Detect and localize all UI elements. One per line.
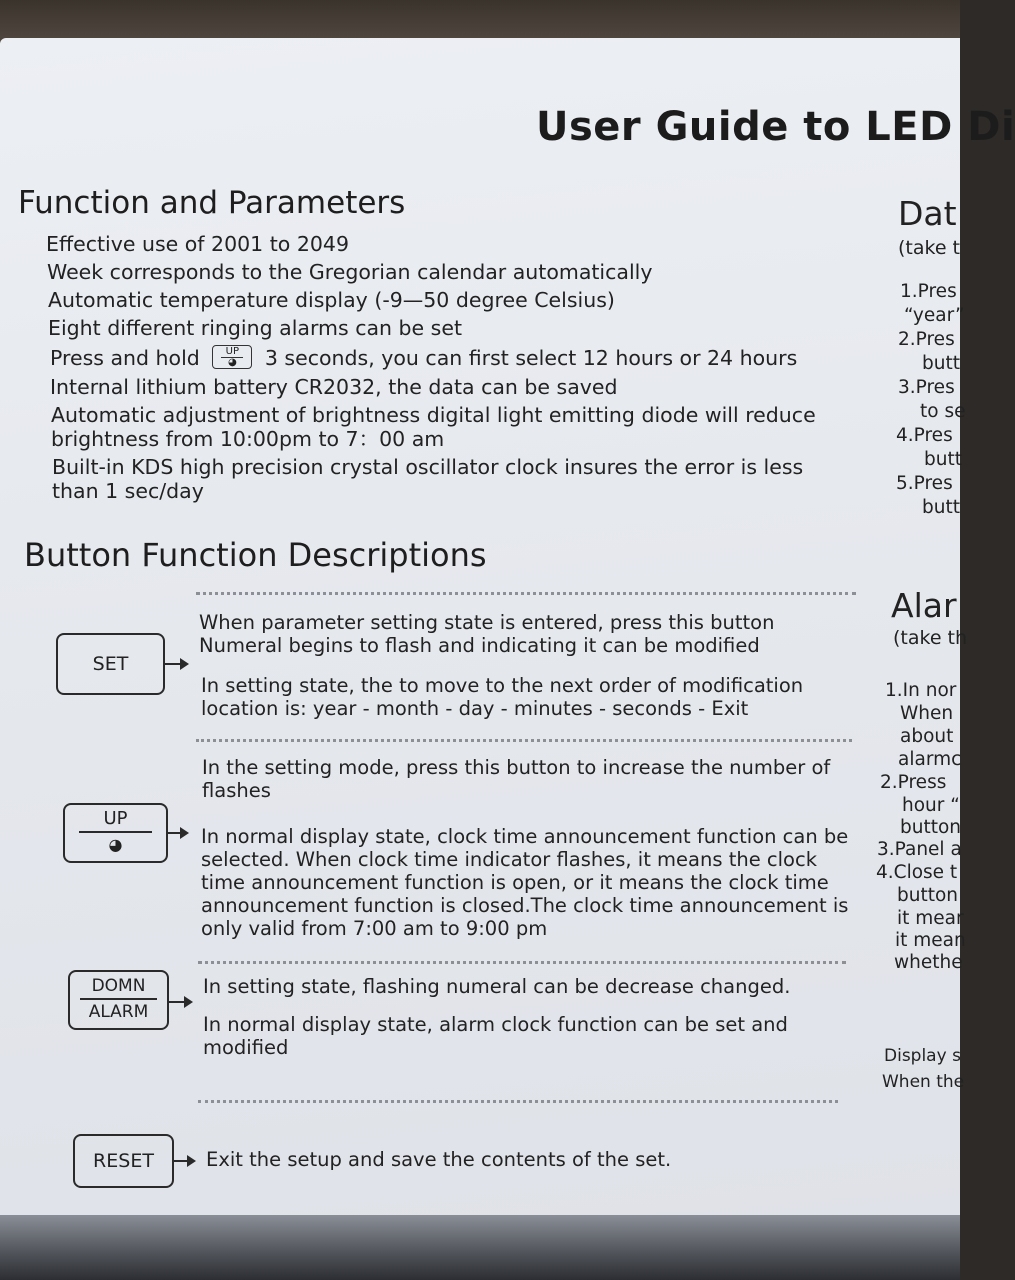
feature-item: Internal lithium battery CR2032, the data can be saved (50, 375, 618, 399)
alarm-section-title: Alar (891, 586, 957, 625)
up-arrow-icon (168, 832, 187, 834)
alarm-step: button (900, 817, 962, 838)
feature-item: Effective use of 2001 to 2049 (46, 232, 349, 256)
divider (196, 592, 856, 595)
alarm-section-subtitle: (take th (893, 627, 968, 649)
divider (198, 1100, 838, 1103)
feature-item: Week corresponds to the Gregorian calendar automatically (47, 260, 653, 284)
down-alarm-button-diagram (68, 970, 169, 1030)
alarm-step: it mean (895, 930, 966, 951)
date-section-subtitle: (take t (898, 237, 961, 259)
footer-note: Display s (884, 1046, 961, 1066)
set-description-1: When parameter setting state is entered, press this button Numeral begins to flash and indicating it can be modified (199, 611, 775, 657)
date-step: 4.Pres (896, 425, 953, 446)
up-button-diagram (63, 803, 168, 863)
feature-item: Eight different ringing alarms can be set (48, 316, 463, 340)
up-description-2: In normal display state, clock time announcement function can be selected. When clock time indicator flashes, it means the clock time announcement function is open, or it means the clock time announcement function is closed.The clock time announcement is only valid from 7:00 am to 9:00 pm (201, 825, 849, 940)
down-button-label: DOMN (91, 976, 146, 996)
alarm-step: 1.In nor (885, 680, 957, 701)
alarm-step: about (900, 726, 954, 747)
alarm-step: 2.Press (880, 772, 947, 793)
reset-button-label: RESET (93, 1150, 154, 1172)
functions-heading: Function and Parameters (18, 185, 406, 221)
alarm-step: button (897, 885, 959, 906)
reset-button-diagram (73, 1134, 174, 1188)
feature-item: Built-in KDS high precision crystal oscillator clock insures the error is less than 1 sec/day (52, 455, 804, 503)
date-step: butt (922, 353, 960, 374)
up-description-1: In the setting mode, press this button to increase the number of flashes (202, 756, 831, 802)
alarm-step: whethe (894, 952, 963, 973)
reset-description: Exit the setup and save the contents of the set. (206, 1148, 672, 1171)
set-description-2: In setting state, the to move to the next order of modification location is: year - month - day - minutes - seconds - Exit (201, 674, 804, 720)
alarm-button-label: ALARM (88, 1002, 149, 1022)
date-step: 5.Pres (896, 473, 953, 494)
footer-note: When the (882, 1072, 965, 1092)
alarm-step: it mear (897, 908, 964, 929)
date-step: to se (920, 401, 966, 422)
features-list (46, 232, 846, 507)
reset-arrow-icon (174, 1160, 194, 1162)
alarm-step: 3.Panel a (877, 839, 962, 860)
set-button-diagram (56, 633, 165, 695)
photo-background-bottom (0, 1215, 960, 1280)
up-button-separator (79, 831, 152, 833)
date-step: butt (922, 497, 960, 518)
alarm-step: alarmc (898, 749, 962, 770)
clock-icon: ◕ (108, 835, 123, 854)
feature-item-press-hold (50, 346, 846, 371)
set-button-label: SET (92, 653, 129, 675)
feature-item: Automatic temperature display (-9—50 degree Celsius) (48, 288, 615, 312)
feature-item: Automatic adjustment of brightness digital light emitting diode will reduce brightness from 10:00pm to 7：00 am (51, 403, 816, 451)
up-button-label: UP (103, 808, 128, 829)
up-key-icon: UP ◕ (212, 345, 252, 369)
alarm-step: 4.Close t (876, 862, 958, 883)
press-hold-before: Press and hold (50, 346, 200, 370)
date-step: 1.Pres (900, 281, 957, 302)
divider (198, 961, 846, 964)
divider (196, 739, 852, 742)
down-arrow-icon (169, 1001, 191, 1003)
date-step: 2.Pres (898, 329, 955, 350)
date-step: butt (924, 449, 962, 470)
set-arrow-icon (165, 663, 187, 665)
alarm-step: hour “ (902, 795, 960, 816)
date-step: 3.Pres (898, 377, 955, 398)
down-description-2: In normal display state, alarm clock function can be set and modified (203, 1013, 788, 1059)
press-hold-after: 3 seconds, you can first select 12 hours or 24 hours (264, 346, 798, 370)
down-description-1: In setting state, flashing numeral can be decrease changed. (203, 975, 791, 998)
buttons-heading: Button Function Descriptions (24, 536, 487, 574)
date-step: “year” (904, 305, 965, 326)
page-title: User Guide to LED Di (536, 104, 1015, 150)
alarm-step: When (900, 703, 954, 724)
date-section-title: Dat (898, 194, 957, 233)
down-alarm-separator (80, 998, 157, 1000)
